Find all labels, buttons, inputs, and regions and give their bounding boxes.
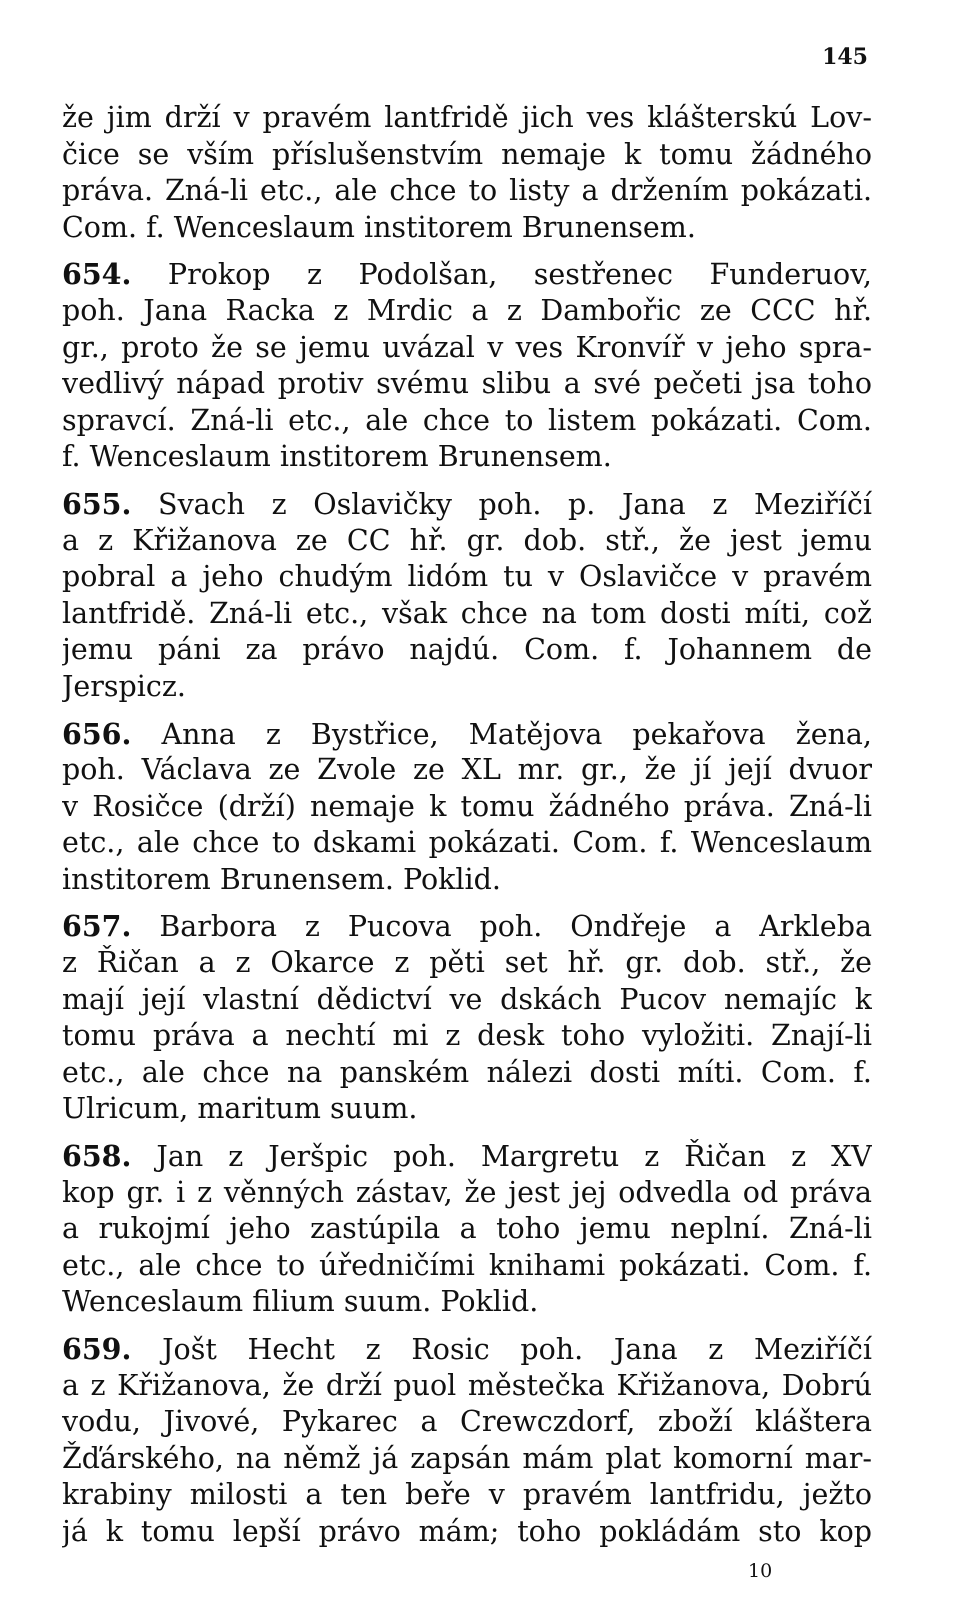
text-line — [62, 716, 872, 753]
text-line — [62, 1331, 872, 1368]
entry-number: 658. — [62, 1139, 132, 1174]
text-line: a z Křižanova ze CC hř. gr. dob. stř., že jest jemu — [62, 523, 872, 557]
entry-number: 657. — [62, 909, 132, 944]
text-line: v Rosičce (drží) nemaje k tomu žádného práva. Zná-li — [62, 789, 872, 823]
entry-number: 659. — [62, 1332, 132, 1366]
text-line: Ulricum, maritum suum. — [62, 1092, 418, 1126]
body-text — [62, 100, 872, 1551]
text-line: Jerspicz. — [62, 669, 186, 703]
text-line: Wenceslaum filium suum. Poklid. — [62, 1285, 539, 1319]
text-line: a rukojmí jeho zastúpila a toho jemu neplní. Zná-li — [62, 1212, 872, 1246]
text-line: tomu práva a nechtí mi z desk toho vyložiti. Znají-li — [62, 1019, 872, 1053]
paragraph-continuation — [62, 100, 872, 246]
text-line: mají její vlastní dědictví ve dskách Pucov nemajíc k — [62, 982, 872, 1016]
entry-655 — [62, 486, 872, 706]
text-line: z Řičan a z Okarce z pěti set hř. gr. dob. stř., že — [62, 946, 872, 980]
text-line: poh. Jana Racka z Mrdic a z Dambořic ze CCC hř. — [62, 293, 872, 327]
entry-654 — [62, 256, 872, 476]
text-line — [62, 908, 872, 945]
page-number: 145 — [822, 44, 868, 70]
text-line: lantfridě. Zná-li etc., však chce na tom dosti míti, což — [62, 596, 872, 630]
text-run: Jan z Jeršpic poh. Margretu z Řičan z XV — [131, 1140, 872, 1174]
text-run: Prokop z Podolšan, sestřenec Funderuov, — [131, 258, 872, 292]
text-line — [62, 256, 872, 293]
text-line: Žďárského, na němž já zapsán mám plat komorní mar- — [62, 1441, 872, 1475]
text-line: že jim drží v pravém lantfridě jich ves klášterskú Lov- — [62, 101, 872, 134]
text-line — [62, 1138, 872, 1175]
entry-number: 656. — [62, 716, 132, 751]
text-line: krabiny milosti a ten beře v pravém lantfridu, ježto — [62, 1478, 872, 1512]
text-line: pobral a jeho chudým lidóm tu v Oslavičce v pravém — [62, 560, 872, 594]
text-line: kop gr. i z věnných zástav, že jest jej odvedla od práva — [62, 1175, 872, 1209]
text-line: čice se vším příslušenstvím nemaje k tomu žádného — [62, 137, 872, 171]
text-line: etc., ale chce to úředničími knihami pokázati. Com. f. — [62, 1248, 872, 1282]
text-run: Jošt Hecht z Rosic poh. Jana z Meziříčí — [131, 1333, 872, 1366]
text-line: Com. f. Wenceslaum institorem Brunensem. — [62, 210, 696, 244]
text-line: etc., ale chce na panském nálezi dosti míti. Com. f. — [62, 1055, 872, 1089]
entry-658 — [62, 1138, 872, 1321]
signature-mark: 10 — [748, 1560, 773, 1582]
text-line: f. Wenceslaum institorem Brunensem. — [62, 440, 612, 474]
text-line: jemu páni za právo najdú. Com. f. Johannem de — [62, 633, 872, 667]
text-line: etc., ale chce to dskami pokázati. Com. f. Wenceslaum — [62, 826, 872, 860]
text-run: Barbora z Pucova poh. Ondřeje a Arkleba — [131, 910, 872, 944]
text-line: já k tomu lepší právo mám; toho pokládám sto kop — [62, 1514, 872, 1548]
text-line: gr., proto že se jemu uvázal v ves Kronvíř v jeho spra- — [62, 330, 872, 364]
text-line: a z Křižanova, že drží puol městečka Křižanova, Dobrú — [62, 1368, 872, 1402]
text-line: práva. Zná-li etc., ale chce to listy a držením pokázati. — [62, 174, 872, 208]
text-line: spravcí. Zná-li etc., ale chce to listem pokázati. Com. — [62, 403, 872, 437]
entry-number: 654. — [62, 257, 132, 292]
entry-659 — [62, 1331, 872, 1551]
text-line: poh. Václava ze Zvole ze XL mr. gr., že jí její dvuor — [62, 753, 872, 787]
entry-656 — [62, 716, 872, 899]
text-line: institorem Brunensem. Poklid. — [62, 862, 501, 896]
text-line — [62, 486, 872, 523]
text-line: vodu, Jivové, Pykarec a Crewczdorf, zboží kláštera — [62, 1405, 872, 1439]
text-run: Anna z Bystřice, Matějova pekařova žena, — [131, 717, 872, 751]
entry-657 — [62, 908, 872, 1128]
text-line: vedlivý nápad protiv svému slibu a své pečeti jsa toho — [62, 367, 872, 401]
entry-number: 655. — [62, 486, 132, 521]
text-run: Svach z Oslavičky poh. p. Jana z Meziříčí — [131, 487, 872, 521]
